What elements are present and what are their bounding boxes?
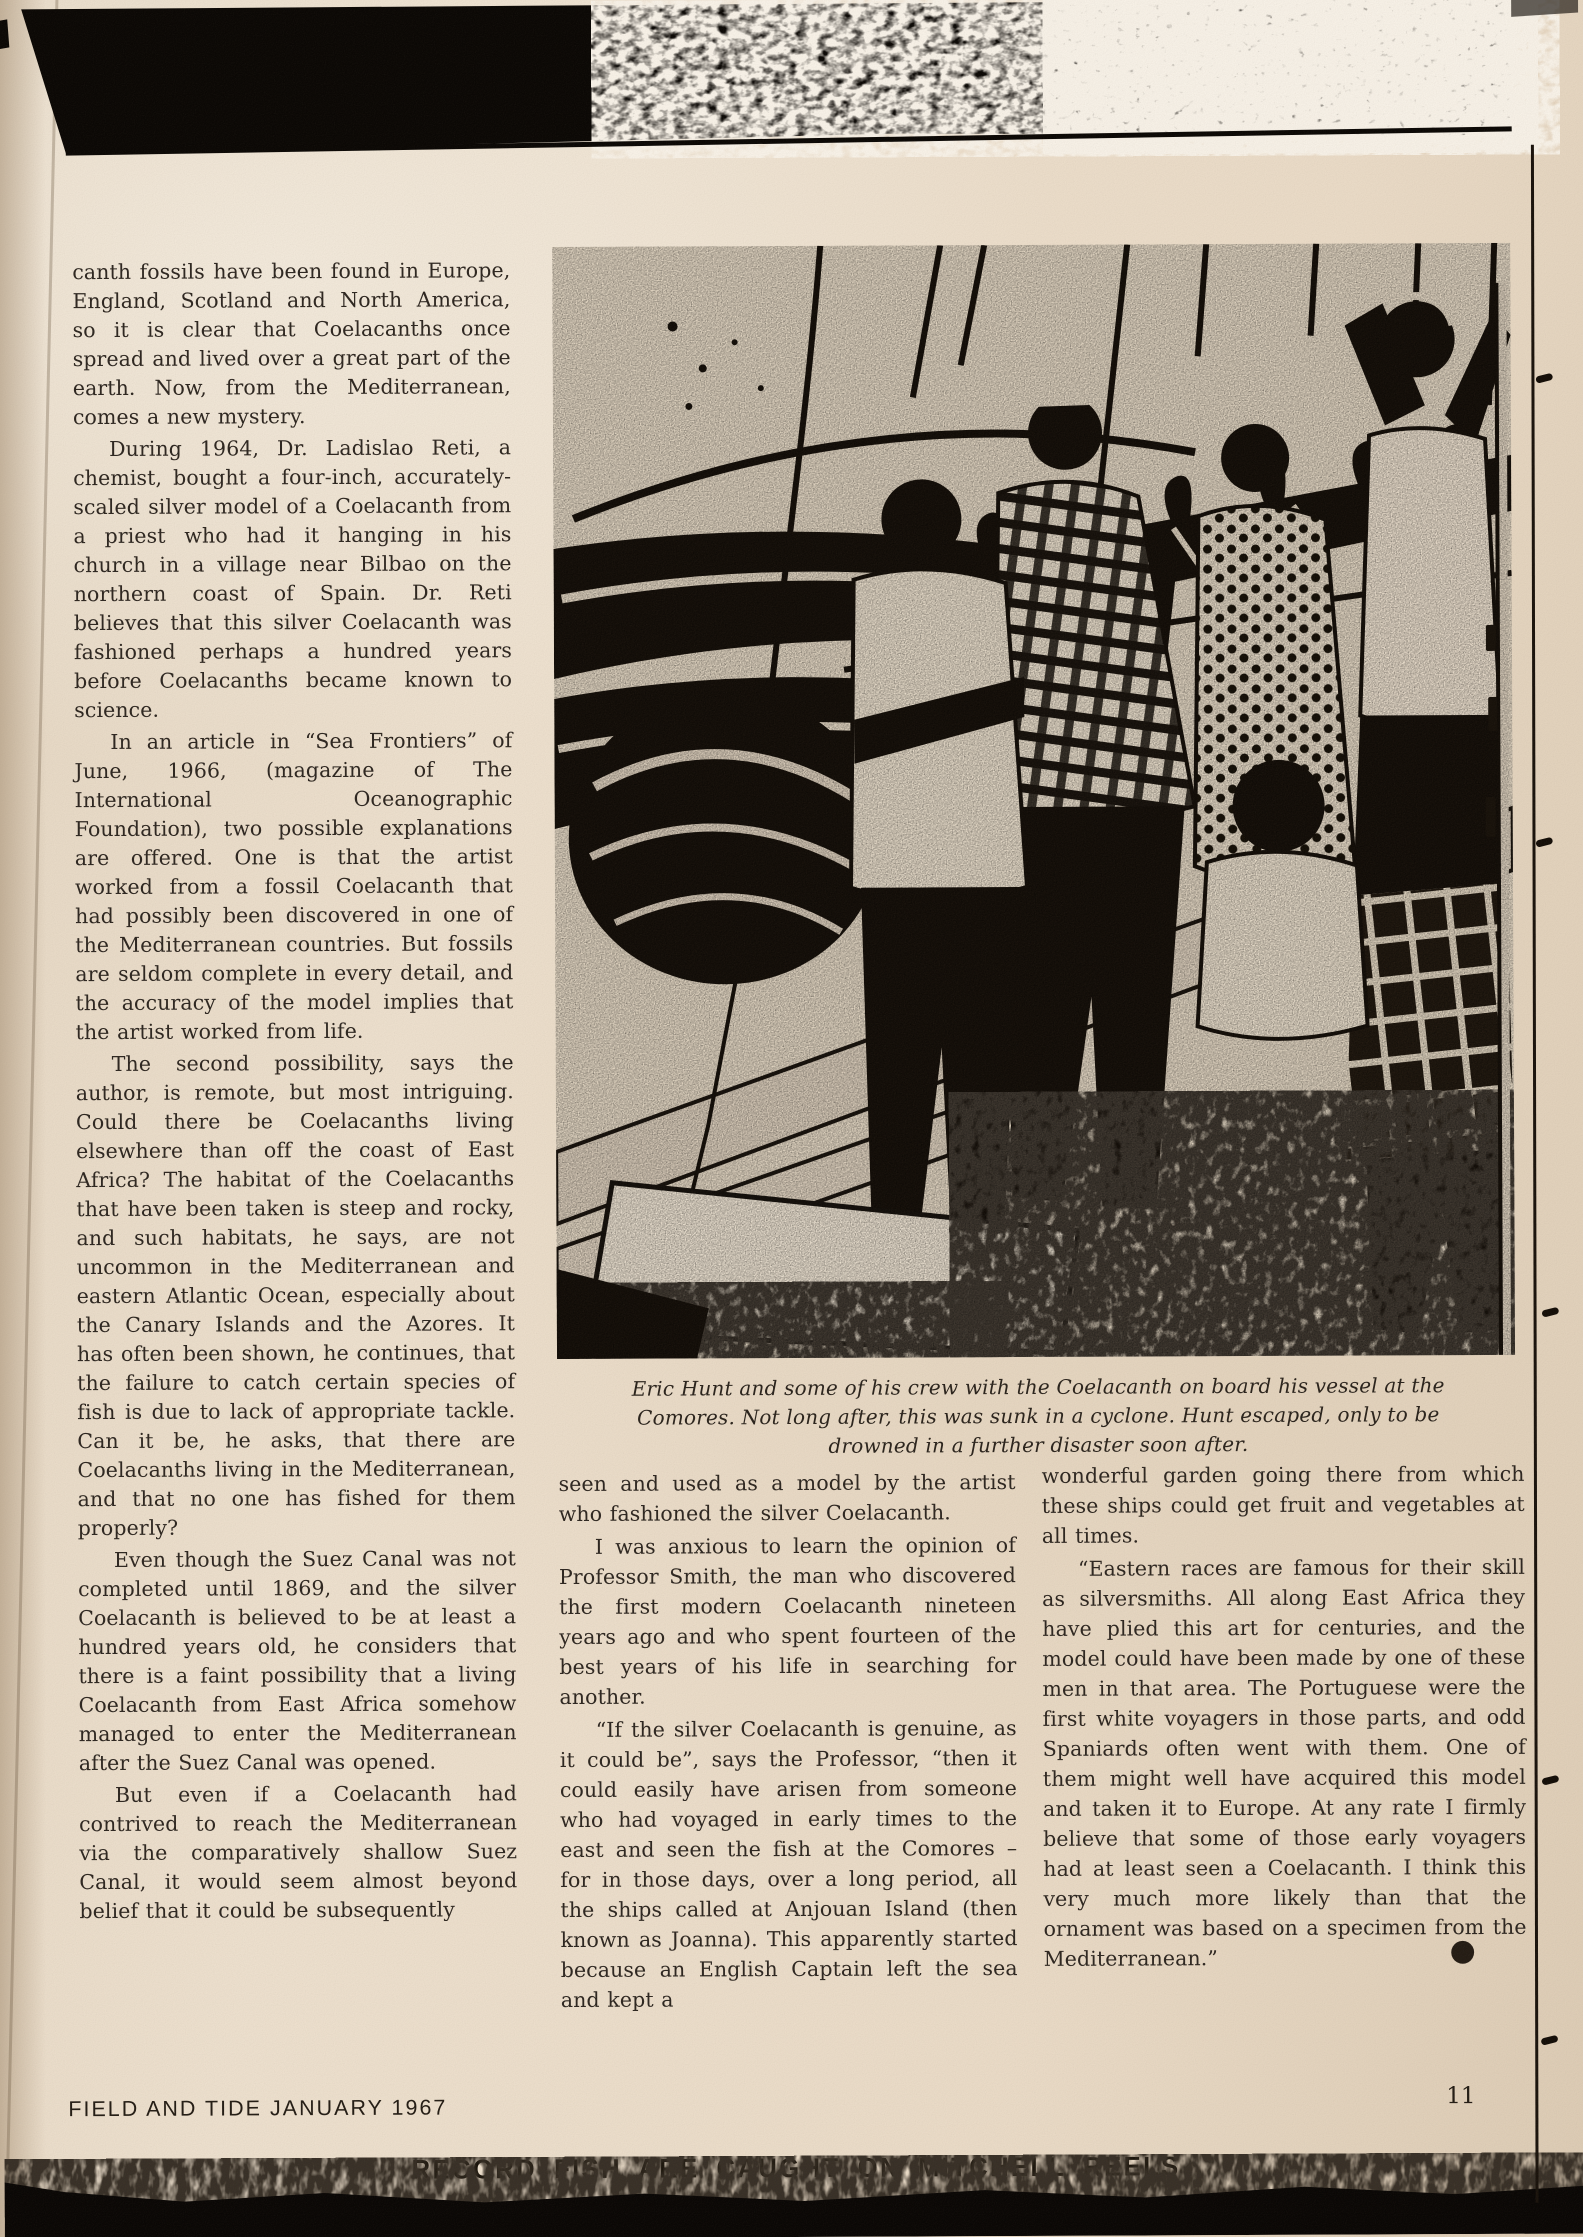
- spine-stitch-mark: [1541, 1307, 1559, 1318]
- end-of-article-dot: ●: [1449, 1933, 1476, 1969]
- article-column-middle: [559, 1467, 1018, 2018]
- scan-spine-line: [1531, 145, 1539, 2203]
- article-paragraph: The second possibility, says the author, is remote, but most intriguing. Could there be Coelacanths living elsewhere than off the coast of East Africa? The habitat of the Coelacanths that have been taken is steep and rocky, and such habitats, he says, are not uncommon in the Mediterranean and eastern Atlantic Ocean, especially about the Canary Islands and the Azores. It has often been shown, he continues, that the failure to catch certain species of fish is due to lack of appropriate tackle. Can it be, he asks, that there are Coelacanths living in the Mediterranean, and that no one has fished for them properly?: [75, 1050, 516, 1541]
- scan-edge-mark: [1486, 625, 1496, 651]
- article-paragraph: “If the silver Coelacanth is genuine, as it could be”, says the Professor, “then it could easily have arisen from someone who had voyaged in early times to the east and seen the fish at the Comores – for in those days, over a long period, all the ships called at Anjouan Island (then known as Joanna). This apparently started because an English Captain left the sea and kept a: [559, 1716, 1018, 2013]
- page-number: 11: [1446, 2083, 1476, 2110]
- photo-caption: Eric Hunt and some of his crew with the Coelacanth on board his vessel at the Comores. Not long after, this was sunk in a cyclone. Hunt escaped, only to be drowned in a further disaster soon after.: [631, 1373, 1445, 1458]
- footer-magazine-date: FIELD AND TIDE JANUARY 1967: [68, 2095, 448, 2122]
- article-photo: [552, 243, 1515, 1359]
- article-paragraph: canth fossils have been found in Europe, England, Scotland and North America, so it is clear that Coelacanths once spread and lived over a great part of the earth. Now, from the Mediterranean, comes a new mystery.: [72, 258, 511, 430]
- article-paragraph: In an article in “Sea Frontiers” of June, 1966, (magazine of The International Oceanographic Foundation), two possible explanations are offered. One is that the artist worked from a fossil Coelacanth that had possibly been discovered in one of the Mediterranean countries. But fossils are seldom complete in every detail, and the accuracy of the model implies that the artist worked from life.: [74, 728, 514, 1045]
- article-paragraph: seen and used as a model by the artist who fashioned the silver Coelacanth.: [558, 1470, 1016, 1527]
- article-column-right: [1041, 1459, 1526, 1977]
- scan-edge-mark: [1488, 697, 1497, 731]
- spine-stitch-mark: [1541, 1775, 1559, 1786]
- spine-stitch-mark: [1535, 837, 1553, 848]
- article-paragraph: wonderful garden going there from which these ships could get fruit and vegetables at all times.: [1041, 1461, 1525, 1548]
- article-paragraph: Even though the Suez Canal was not completed until 1869, and the silver Coelacanth is believed to be at least a hundred years old, he considers that there is a faint possibility that a living Coelacanth from East Africa somehow managed to enter the Mediterranean after the Suez Canal was opened.: [77, 1546, 517, 1776]
- scan-edge-mark: [1486, 797, 1496, 837]
- article-paragraph: During 1964, Dr. Ladislao Reti, a chemist, bought a four-inch, accurately-scaled silver model of a Coelacanth from a priest who had it hanging in his church in a village near Bilbao on the northern coast of Spain. Dr. Reti believes that this silver Coelacanth was fashioned perhaps a hundred years before Coelacanths became known to science.: [73, 435, 513, 723]
- scan-artifact-bottom-band: [4, 2114, 1583, 2237]
- scan-artifact-top-band: [0, 0, 1579, 165]
- article-column-left: [72, 256, 517, 1929]
- spine-stitch-mark: [1540, 2035, 1558, 2046]
- article-paragraph: I was anxious to learn the opinion of Professor Smith, the man who discovered the first modern Coelacanth nineteen years ago and who spent fourteen of the best years of his life in searching for another.: [558, 1533, 1017, 1710]
- article-paragraph: “Eastern races are famous for their skill as silversmiths. All along East Africa they have plied this art for centuries, and the model could have been made by one of these men in that area. The Portuguese were the first white voyagers in those parts, and odd Spaniards often went with them. One of them might well have acquired this model and taken it to Europe. At any rate I firmly believe that some of those early voyagers had at least seen a Coelacanth. I think this very much more likely than that the ornament was based on a specimen from the Mediterranean.”: [1042, 1554, 1527, 1971]
- spine-stitch-mark: [1535, 373, 1553, 384]
- article-paragraph: But even if a Coelacanth had contrived to reach the Mediterranean via the comparatively shallow Suez Canal, it would seem almost beyond belief that it could be subsequently: [79, 1781, 518, 1924]
